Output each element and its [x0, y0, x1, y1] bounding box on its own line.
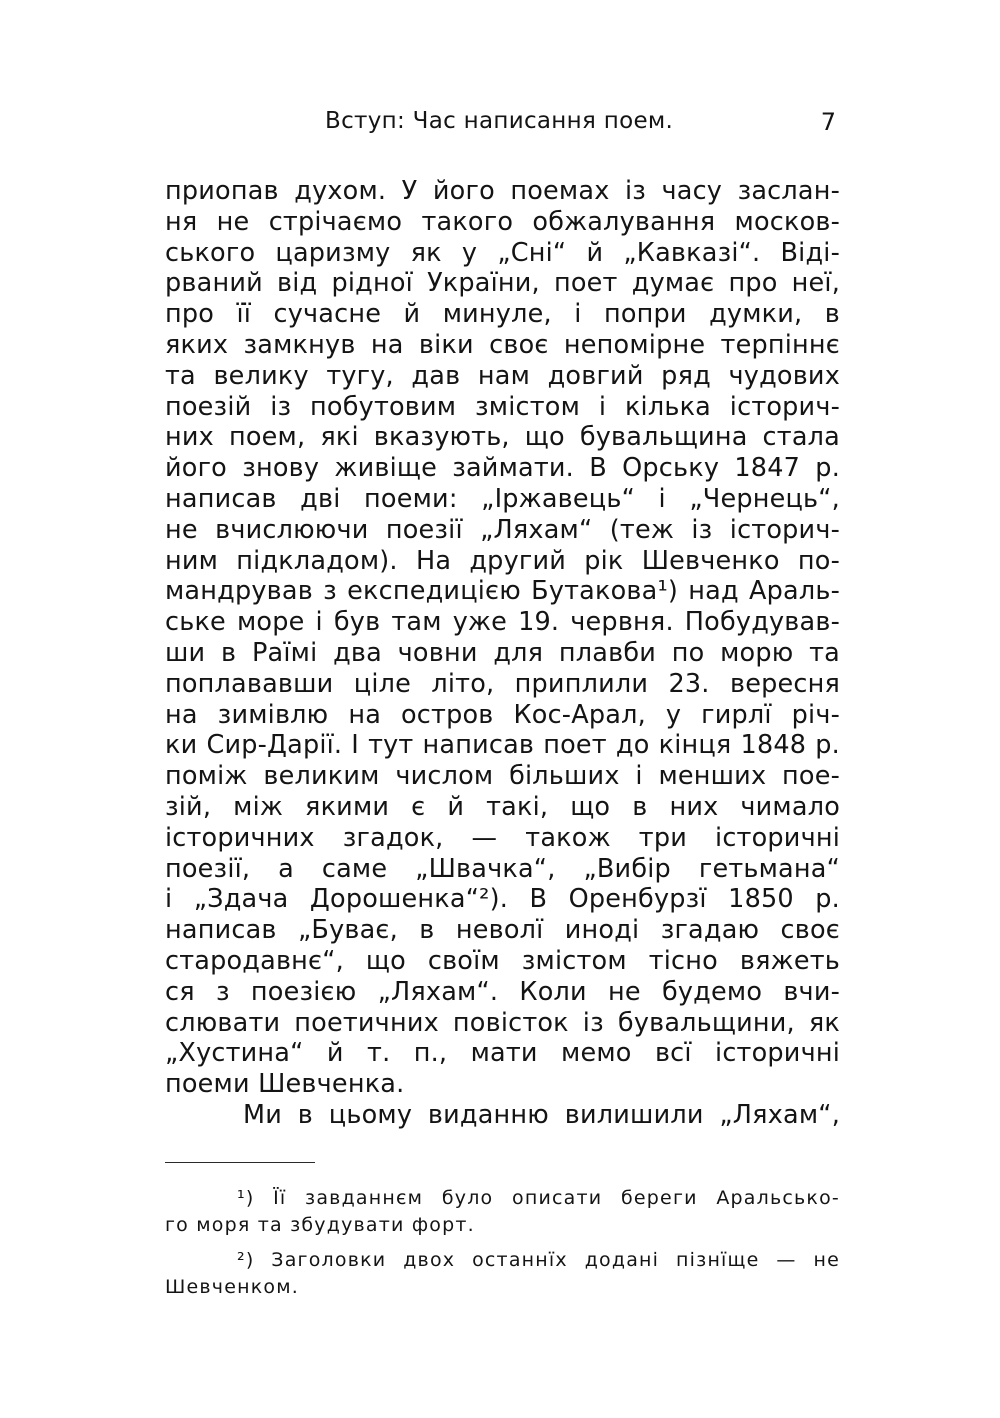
- main-text: [165, 176, 840, 1131]
- text-line: та велику тугу, дав нам довгий ряд чудових: [165, 360, 840, 391]
- text-line: поезій із побутовим змістом і кілька історич-: [165, 391, 840, 422]
- page-number: 7: [820, 108, 836, 136]
- text-line: поеми Шевченка.: [165, 1069, 405, 1100]
- text-line: ки Сир-Дарії. І тут написав поет до кінця 1848 р.: [165, 730, 840, 761]
- text-line: „Хустина“ й т. п., мати мемо всї історичні: [165, 1038, 840, 1069]
- text-line: яких замкнув на віки своє непомірне терпіннє: [165, 329, 840, 360]
- text-line: мандрував з експедицією Бутакова¹) над Араль-: [165, 576, 840, 607]
- footnotes: [165, 1185, 840, 1301]
- text-line: стародавнє“, що своїм змістом тісно вяжеть: [165, 945, 840, 976]
- text-line: написав дві поеми: „Іржавець“ і „Чернець“,: [165, 483, 840, 514]
- text-line: ня не стрічаємо такого обжалування москов-: [165, 206, 840, 237]
- text-line: історичних згадок, — також три історичні: [165, 822, 840, 853]
- text-line: поплававши ціле літо, приплили 23. вересня: [165, 668, 840, 699]
- footnote-1-line: го моря та збудувати форт.: [165, 1214, 475, 1236]
- footnote-gap: [165, 1239, 840, 1247]
- text-line: ним підкладом). На другий рік Шевченко по-: [165, 545, 840, 576]
- running-header: [165, 108, 840, 142]
- text-line: слювати поетичних повісток із бувальщини, як: [165, 1007, 840, 1038]
- text-line: ся з поезією „Ляхам“. Коли не будемо вчи-: [165, 976, 840, 1007]
- text-line: них поем, які вказують, що бувальщина стала: [165, 422, 840, 453]
- text-line: зій, між якими є й такі, що в них чимало: [165, 791, 840, 822]
- text-line: і „Здача Дорошенка“²). В Оренбурзї 1850 р.: [165, 884, 840, 915]
- text-line: написав „Буває, в неволї иноді згадаю своє: [165, 915, 840, 946]
- text-line: про її сучасне й минуле, і попри думки, в: [165, 299, 840, 330]
- text-line: ське море і був там уже 19. червня. Побудував-: [165, 607, 840, 638]
- text-line: на зимівлю на остров Кос-Арал, у гирлї річ-: [165, 699, 840, 730]
- footnote-1-line: ¹) Її завданнєм було описати береги Аральсько-: [237, 1187, 840, 1209]
- footnote-2-line: ²) Заголовки двох останнїх додані пізнїще — не: [237, 1249, 840, 1271]
- text-line: поезії, а саме „Швачка“, „Вибір гетьмана“: [165, 853, 840, 884]
- footnote-separator: [165, 1162, 315, 1163]
- text-line: Ми в цьому виданню вилишили „Ляхам“,: [243, 1099, 840, 1130]
- text-line: поміж великим числом більших і менших поe-: [165, 761, 840, 792]
- running-title: Вступ: Час написання поем.: [325, 108, 674, 134]
- text-line: ського царизму як у „Сні“ й „Кавказі“. Віді-: [165, 237, 840, 268]
- text-line: його знову живіще займати. В Орську 1847 р.: [165, 453, 840, 484]
- text-line: приопав духом. У його поемах із часу заслан-: [165, 176, 840, 206]
- text-line: ши в Раїмі два човни для плавби по морю та: [165, 637, 840, 668]
- text-line: не вчислюючи поезії „Ляхам“ (теж із історич-: [165, 514, 840, 545]
- footnote-2-line: Шевченком.: [165, 1276, 300, 1298]
- text-line: рваний від рідної України, поет думає про неї,: [165, 268, 840, 299]
